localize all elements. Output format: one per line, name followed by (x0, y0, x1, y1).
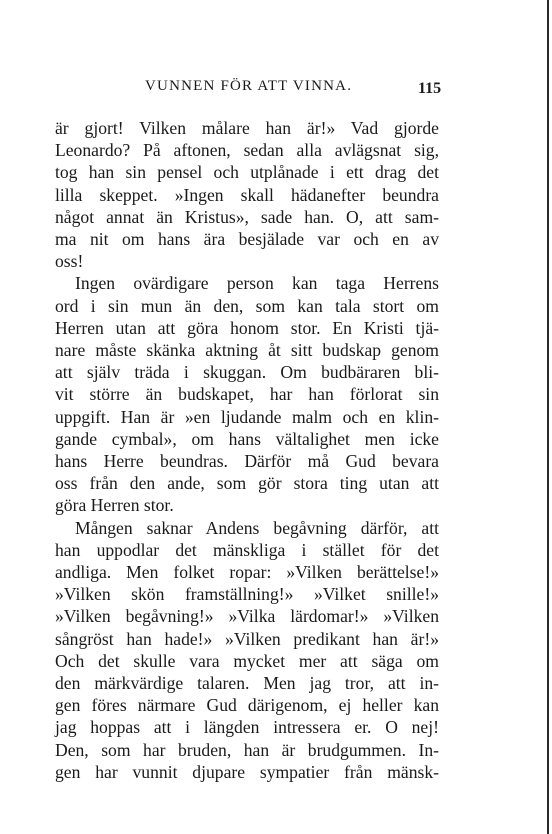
text-line: är gjort! Vilken målare han är!» Vad gjorde (55, 118, 439, 138)
text-line: något annat än Kristus», sade han. O, att sam- (55, 206, 439, 227)
text-line: sångröst han hade!» »Vilken predikant han är!» (55, 628, 439, 649)
text-line: oss från den ande, som gör stora ting utan att (55, 473, 439, 494)
text-line: hans Herre beundras. Därför må Gud bevara (55, 451, 439, 472)
text-line: »Vilken skön framställning!» »Vilket snille!» (55, 584, 439, 605)
text-line: han uppodlar det mänskliga i stället för det (55, 539, 439, 560)
body-text (55, 117, 439, 783)
text-line: Leonardo? På aftonen, sedan alla avlägsnat sig, (55, 140, 439, 161)
text-line: Den, som har bruden, han är brudgummen. In- (55, 739, 439, 760)
text-line: gen föres närmare Gud därigenom, ej heller kan (55, 695, 439, 716)
text-line: lilla skeppet. »Ingen skall hädanefter beundra (55, 184, 439, 205)
text-line: göra Herren stor. (55, 495, 174, 516)
text-line: Mången saknar Andens begåvning därför, att (75, 517, 439, 538)
text-line: jag hoppas att i längden intressera er. O nej! (55, 717, 439, 738)
text-line: tog han sin pensel och utplånade i ett drag det (55, 162, 439, 183)
page-number: 115 (418, 80, 442, 97)
text-line: att själv träda i skuggan. Om budbäraren bli- (55, 362, 439, 383)
text-line: andliga. Men folket ropar: »Vilken berättelse!» (55, 562, 439, 583)
text-line: vit större än budskapet, har han förlorat sin (55, 384, 439, 405)
running-head: VUNNEN FÖR ATT VINNA. (145, 78, 353, 94)
text-line: Och det skulle vara mycket mer att säga om (55, 650, 439, 671)
text-line: oss! (55, 251, 84, 272)
text-line: gen har vunnit djupare sympatier från mänsk- (55, 761, 439, 782)
text-line: ma nit om hans ära besjälade var och en av (55, 229, 439, 250)
text-line: uppgift. Han är »en ljudande malm och en klin- (55, 406, 439, 427)
text-line: gande cymbal», om hans vältalighet men icke (55, 428, 439, 449)
page-edge-line (547, 0, 549, 834)
text-line: den märkvärdige talaren. Men jag tror, att in- (55, 673, 439, 694)
text-line: ord i sin mun än den, som kan tala stort om (55, 295, 439, 316)
text-line: »Vilken begåvning!» »Vilka lärdomar!» »Vilken (55, 606, 439, 627)
text-line: nare måste skänka aktning åt sitt budskap genom (55, 340, 439, 361)
text-line: Ingen ovärdigare person kan taga Herrens (75, 273, 439, 294)
text-line: Herren utan att göra honom stor. En Kristi tjä- (55, 317, 439, 338)
